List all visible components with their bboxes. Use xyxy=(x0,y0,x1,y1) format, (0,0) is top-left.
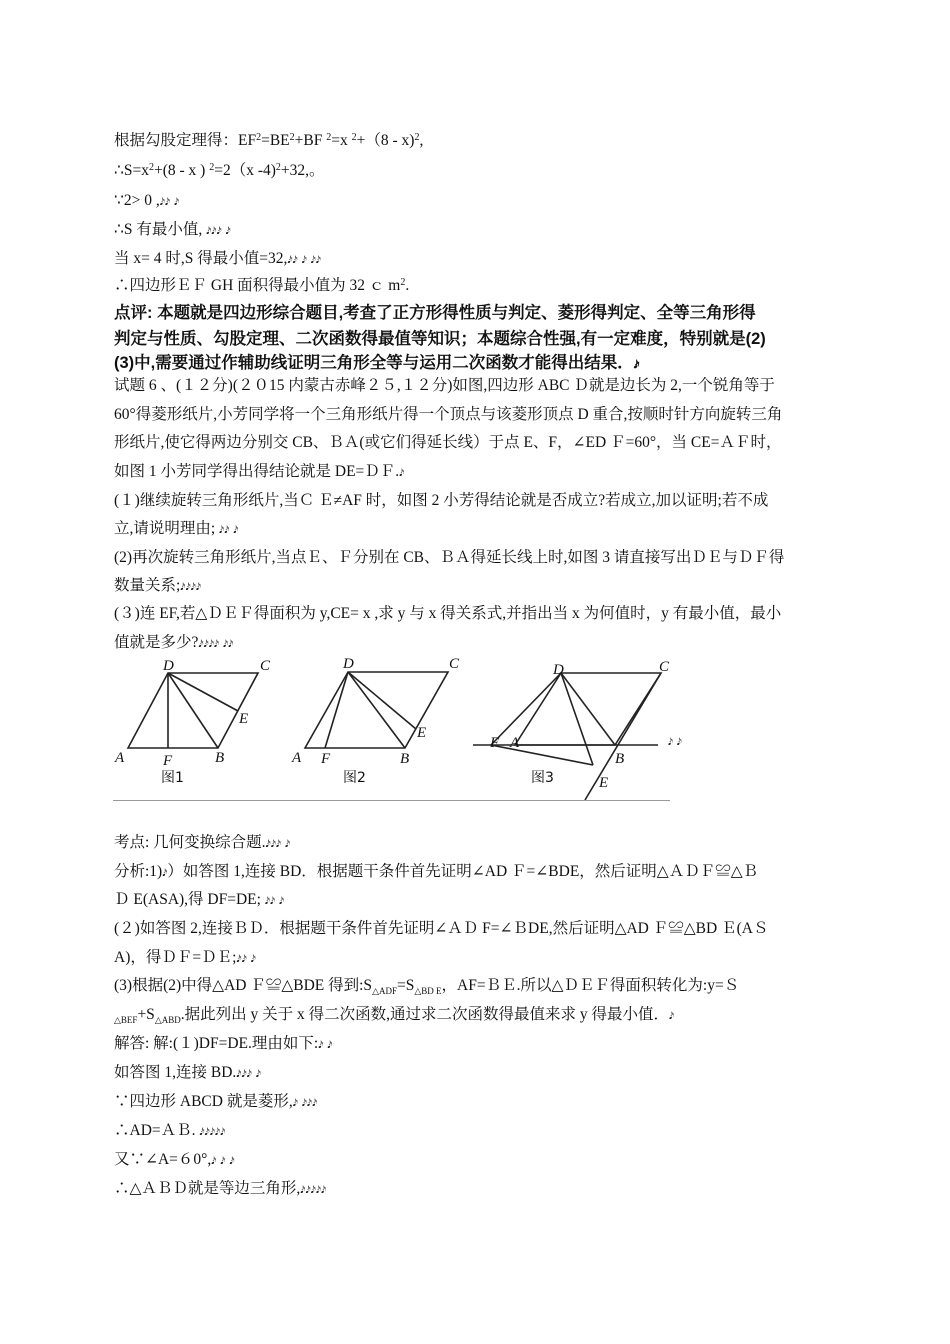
label-c: C xyxy=(659,659,670,675)
label-f: F xyxy=(163,753,173,769)
label-f: F xyxy=(321,751,331,767)
trailing-marks: 𝆔 𝆔 xyxy=(668,733,682,749)
comment-line: (3)中,需要通过作辅助线证明三角形全等与运用二次函数才能得出结果．𝆔 xyxy=(114,354,640,372)
question-line: 值就是多少?𝆔𝆔𝆔𝆔 𝆔𝆔 xyxy=(114,634,234,651)
answer-text: (3)根据(2)中得△AD Ｆ≌△BDE 得到:S xyxy=(114,977,373,994)
label-a: A xyxy=(510,735,520,751)
text-line: ∴S 有最小值, 𝆔𝆔𝆔 𝆔 xyxy=(114,221,231,238)
label-e: E xyxy=(239,711,249,727)
comment-line: 判定与性质、勾股定理、二次函数得最值等知识；本题综合性强,有一定难度，特别就是(2) xyxy=(114,330,766,348)
label-e: E xyxy=(599,775,609,791)
answer-text: ，AF=ＢＥ.所以△ＤＥＦ得面积转化为:y=Ｓ xyxy=(441,977,740,994)
question-line: (2)再次旋转三角形纸片,当点Ｅ、Ｆ分别在 CB、ＢＡ得延长线上时,如图 3 请直接写出ＤＥ与ＤＦ得 xyxy=(114,549,785,566)
label-d: D xyxy=(553,662,564,678)
segment-df-2 xyxy=(325,672,348,748)
answer-text: +S xyxy=(137,1006,155,1023)
segment-fe-3 xyxy=(491,745,593,765)
question-line: 数量关系;𝆔𝆔𝆔𝆔 xyxy=(114,577,202,594)
answer-line: ∵四边形 ABCD 就是菱形,𝆔 𝆔𝆔𝆔 xyxy=(114,1093,318,1110)
question-line: 60°得菱形纸片,小芳同学将一个三角形纸片得一个顶点与该菱形顶点 D 重合,按顺时针方向旋转三角 xyxy=(114,406,783,423)
figure-2 xyxy=(305,672,448,748)
answer-line: 解答: 解:(１)DF=DE.理由如下:𝆔 𝆔 xyxy=(114,1035,333,1052)
answer-line: (3)根据(2)中得△AD Ｆ≌△BDE 得到$:S_{\triangle ADF}=S_{\triangle BD E}$，AF=ＢＥ.所以△ＤＥＦ得面积转化为:y=Ｓ xyxy=(114,977,740,997)
segment-db-1 xyxy=(168,673,218,748)
answer-line: $_{\triangle BEF}+S_{\triangle ABD}$.据此列出 y 关于 x 得二次函数,通过求二次函数得最值来求 y 得最小值．𝆔 xyxy=(114,1006,675,1026)
text-line: 当 x= 4 时,S 得最小值=32,𝆔𝆔 𝆔 𝆔𝆔 xyxy=(114,250,321,267)
label-c: C xyxy=(449,656,460,672)
text-line: ∵2> 0 ,𝆔𝆔 𝆔 xyxy=(114,192,180,209)
subscript: BD E xyxy=(421,986,442,997)
label-a: A xyxy=(292,750,302,766)
answer-line: Ｄ E(ASA),得 DF=DE; 𝆔𝆔 𝆔 xyxy=(114,891,285,908)
answer-line: ∴△ＡＢＤ就是等边三角形,𝆔𝆔𝆔𝆔𝆔 xyxy=(114,1180,327,1197)
figure-bottom-rule xyxy=(113,800,670,801)
answer-line: ∴AD=ＡＢ. 𝆔𝆔𝆔𝆔𝆔 xyxy=(114,1122,226,1139)
segment-db-3 xyxy=(561,673,615,745)
comment-line: 点评: 本题就是四边形综合题目,考查了正方形得性质与判定、菱形得判定、全等三角形得 xyxy=(114,304,756,322)
answer-line: 如答图 1,连接 BD.𝆔𝆔𝆔 𝆔 xyxy=(114,1064,261,1081)
segment-de-2 xyxy=(348,672,416,729)
answer-text: =S xyxy=(397,977,415,994)
answer-line: 又∵∠A=６0°,𝆔 𝆔 𝆔 xyxy=(114,1151,235,1168)
answer-line: 考点: 几何变换综合题.𝆔𝆔𝆔 𝆔 xyxy=(114,834,291,851)
question-line: (３)连 EF,若△ＤＥＦ得面积为 y,CE= x ,求 y 与 x 得关系式,并指出当 x 为何值时，y 有最小值，最小 xyxy=(114,605,782,622)
question-line: (１)继续旋转三角形纸片,当Ｃ Ｅ≠AF 时，如图 2 小芳得结论就是否成立?若成立,加以证明;若不成 xyxy=(114,492,769,509)
answer-line: 分析:1)𝆔）如答图 1,连接 BD．根据题干条件首先证明∠AD Ｆ=∠BDE，然后证明△ＡＤＦ≌△Ｂ xyxy=(114,863,759,880)
caption-fig3: 图3 xyxy=(531,770,554,786)
text-line: ∴四边形ＥＦ GH 面积得最小值为 32 ｃ $m^2$. xyxy=(114,277,410,294)
answer-text: .据此列出 y 关于 x 得二次函数,通过求二次函数得最值来求 y 得最小值．𝆔 xyxy=(180,1006,675,1023)
segment-de-1 xyxy=(168,673,238,711)
label-d: D xyxy=(163,658,174,674)
caption-fig1: 图1 xyxy=(161,770,184,786)
answer-line: (２)如答图 2,连接ＢＤ．根据题干条件首先证明∠ＡＤ F=∠ＢDE,然后证明△AD Ｆ≌△BD Ｅ(AＳ xyxy=(114,920,769,937)
label-b: B xyxy=(400,751,410,767)
text-line: 根据勾股定理得：$EF^2=BE^2+BF$ $^2$=x $^2$+（8 - x)$^2$, xyxy=(114,132,424,149)
caption-fig2: 图2 xyxy=(343,770,366,786)
label-c: C xyxy=(260,658,271,674)
subscript: BEF xyxy=(120,1015,138,1026)
figures-svg xyxy=(113,655,670,803)
question-line: 立,请说明理由; 𝆔𝆔 𝆔 xyxy=(114,520,239,537)
text-line: $\therefore S=x^2+(8 - x$ ) $^2$=2（x -4)$^2$+32,。 xyxy=(114,162,325,179)
subscript: ABD xyxy=(161,1015,181,1026)
label-a: A xyxy=(115,750,125,766)
figure-captions xyxy=(161,770,554,786)
segment-de-3 xyxy=(561,673,593,765)
segment-df-3 xyxy=(491,673,561,745)
question-line: 试题 6 、(１２分)(２０15 内蒙古赤峰２５,１２分)如图,四边形 ABC Ｄ就是边长为 2,一个锐角等于 xyxy=(114,377,775,394)
geometry-figures xyxy=(113,655,670,803)
figure-labels xyxy=(114,656,670,791)
segment-db-2 xyxy=(348,672,405,748)
label-f: F xyxy=(490,735,500,751)
extension-cb xyxy=(585,673,661,800)
label-b: B xyxy=(615,751,625,767)
subscript: ADF xyxy=(378,986,397,997)
question-line: 如图 1 小芳同学得出得结论就是 DE=ＤＦ.𝆔 xyxy=(114,463,405,480)
label-e: E xyxy=(417,725,427,741)
label-b: B xyxy=(215,750,225,766)
question-line: 形纸片,使它得两边分别交 CB、ＢＡ(或它们得延长线）于点 E、F，∠ED Ｆ=60°，当 CE=ＡＦ时， xyxy=(114,434,782,451)
label-d: D xyxy=(343,656,354,672)
figure-3 xyxy=(473,673,661,800)
answer-line: A)，得ＤＦ=ＤＥ;𝆔𝆔 𝆔 xyxy=(114,949,256,966)
